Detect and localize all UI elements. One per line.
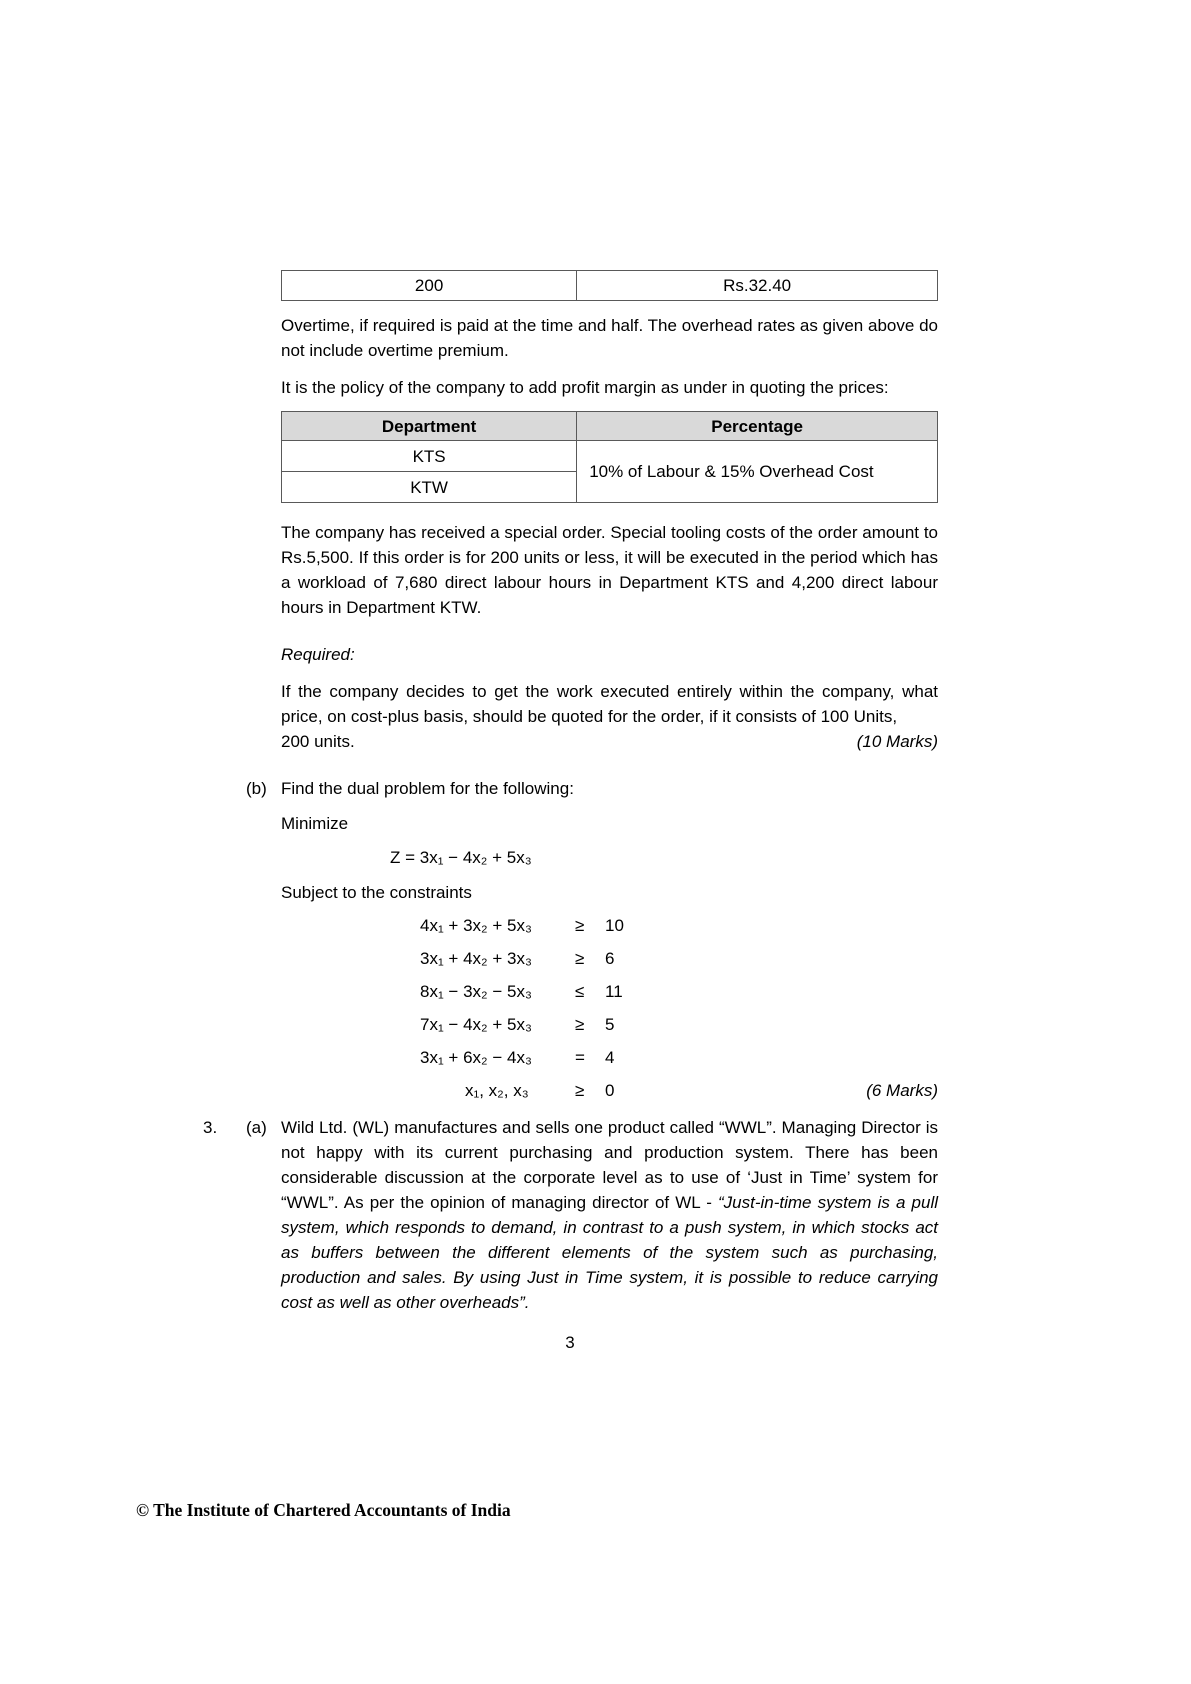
required-last-line: [281, 729, 938, 754]
constraint-lhs: 4x₁ + 3x₂ + 5x₃: [420, 916, 532, 935]
constraint-row: [420, 942, 938, 975]
constraint-row: [420, 1008, 938, 1041]
table-header-row: [282, 412, 938, 441]
rate-table-cell-rate: Rs.32.40: [577, 271, 938, 301]
constraint-lhs: 3x₁ + 4x₂ + 3x₃: [420, 949, 532, 968]
rate-table-cell-units: 200: [282, 271, 577, 301]
marks-6: (6 Marks): [866, 1081, 938, 1100]
item-3a: [203, 1115, 938, 1315]
constraint-rhs: 0: [605, 1081, 615, 1100]
item-3-number: 3.: [203, 1118, 218, 1137]
cell-percentage-value: 10% of Labour & 15% Overhead Cost: [577, 441, 938, 503]
minimize-label: Minimize: [281, 814, 349, 833]
constraint-rhs: 6: [605, 949, 615, 968]
constraint-row: [420, 1041, 938, 1074]
paragraph-special-order: The company has received a special order. Special tooling costs of the order amount to Rs.5,500. If this order is for 200 units or less, it will be executed in the period which has a workload of 7,680 direct labour hours in Department KTS and 4,200 direct labour hours in Department KTW.: [281, 523, 938, 617]
constraint-rhs: 11: [605, 982, 623, 1001]
item-b-label: (b): [246, 779, 267, 798]
constraint-rhs: 4: [605, 1048, 615, 1067]
item-3a-text-normal: Wild Ltd. (WL) manufactures and sells one product called “WWL”. Managing Director is not happy with its current purchasing and production system. There has been considerable discussion at the corporate level as to use of ‘Just in Time’ system for “WWL”. As per the opinion of managing director of WL -: [281, 1118, 938, 1212]
constraint-lhs: 8x₁ − 3x₂ − 5x₃: [420, 982, 532, 1001]
item-b: [246, 776, 938, 801]
subject-label: Subject to the constraints: [281, 883, 472, 902]
item-3a-text: [281, 1115, 938, 1315]
constraint-lhs: x₁, x₂, x₃: [465, 1081, 529, 1100]
profit-margin-table: [281, 411, 938, 503]
cell-ktw: KTW: [282, 472, 577, 503]
constraint-op: ≥: [575, 1081, 585, 1100]
document-body: [203, 270, 938, 1315]
constraint-lhs: 7x₁ − 4x₂ + 5x₃: [420, 1015, 532, 1034]
constraint-rhs: 10: [605, 916, 624, 935]
required-last-text: 200 units.: [281, 732, 355, 751]
item-b-text: Find the dual problem for the following:: [281, 779, 574, 798]
constraint-lhs: 3x₁ + 6x₂ − 4x₃: [420, 1048, 532, 1067]
item-3a-label: (a): [246, 1118, 267, 1137]
copyright-footer: © The Institute of Chartered Accountants of India: [136, 1500, 511, 1520]
paragraph-overtime: Overtime, if required is paid at the time and half. The overhead rates as given above do not include overtime premium.: [281, 316, 938, 360]
constraint-op: ≥: [575, 949, 585, 968]
constraints-block: [281, 909, 938, 1107]
table-row: [282, 441, 938, 472]
constraint-rhs: 5: [605, 1015, 615, 1034]
required-body: If the company decides to get the work executed entirely within the company, what price, on cost-plus basis, should be quoted for the order, if it consists of 100 Units,: [281, 682, 938, 726]
page-number: 3: [565, 1333, 575, 1352]
constraint-op: ≥: [575, 1015, 585, 1034]
marks-10: (10 Marks): [856, 732, 938, 751]
rate-table-fragment: [281, 270, 938, 301]
paragraph-policy: It is the policy of the company to add profit margin as under in quoting the prices:: [281, 378, 889, 397]
constraint-row: [420, 975, 938, 1008]
objective-function: Z = 3x₁ − 4x₂ + 5x₃: [390, 848, 532, 867]
header-percentage: Percentage: [577, 412, 938, 441]
constraint-op: =: [575, 1048, 585, 1067]
table-row: [282, 271, 938, 301]
constraint-row-nonnegativity: [420, 1074, 938, 1107]
constraint-row: [420, 909, 938, 942]
item-3a-text-italic: “Just-in-time system is a pull system, which responds to demand, in contrast to a push system, in which stocks act as buffers between the different elements of the system such as purchasing, production and sales. By using Just in Time system, it is possible to reduce carrying cost as well as other overheads”.: [281, 1193, 938, 1312]
constraint-op: ≥: [575, 916, 585, 935]
constraint-op: ≤: [575, 982, 585, 1001]
paragraph-required: [281, 679, 938, 754]
header-department: Department: [282, 412, 577, 441]
required-label: Required:: [281, 645, 355, 664]
cell-kts: KTS: [282, 441, 577, 472]
